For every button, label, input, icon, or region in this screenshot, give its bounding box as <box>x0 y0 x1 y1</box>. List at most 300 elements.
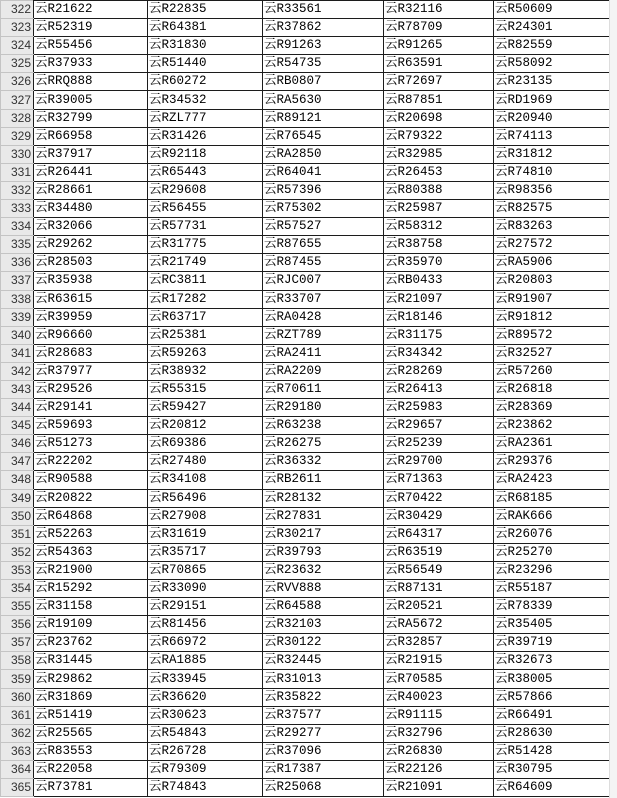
table-row <box>1 254 610 272</box>
cell[interactable]: 云R58092 <box>494 55 610 73</box>
cell[interactable]: 云R51428 <box>494 742 610 760</box>
cell[interactable]: 云R35405 <box>494 616 610 634</box>
row-number[interactable]: 323 <box>1 19 34 37</box>
row-number[interactable]: 324 <box>1 37 34 55</box>
cell[interactable]: 云R21915 <box>384 652 494 670</box>
cell[interactable]: 云R29608 <box>148 181 263 199</box>
cell[interactable]: 云R32799 <box>34 109 148 127</box>
cell[interactable]: 云R38005 <box>494 670 610 688</box>
spreadsheet-body <box>1 1 610 797</box>
row-number[interactable]: 339 <box>1 308 34 326</box>
cell[interactable]: 云R55315 <box>148 380 263 398</box>
cell[interactable]: 云R20521 <box>384 598 494 616</box>
cell[interactable]: 云R31426 <box>148 127 263 145</box>
cell[interactable]: 云RA2209 <box>263 362 384 380</box>
row-number[interactable]: 345 <box>1 417 34 435</box>
cell[interactable]: 云R50609 <box>494 1 610 19</box>
cell[interactable]: 云R52319 <box>34 19 148 37</box>
cell[interactable]: 云R65443 <box>148 163 263 181</box>
cell[interactable]: 云R32673 <box>494 652 610 670</box>
cell[interactable]: 云R54363 <box>34 543 148 561</box>
row-number[interactable]: 355 <box>1 598 34 616</box>
cell[interactable]: 云R35938 <box>34 272 148 290</box>
cell[interactable]: 云R91115 <box>384 706 494 724</box>
row-number[interactable]: 325 <box>1 55 34 73</box>
cell[interactable]: 云R32796 <box>384 724 494 742</box>
cell[interactable]: 云R31158 <box>34 598 148 616</box>
cell[interactable]: 云R34342 <box>384 344 494 362</box>
cell[interactable]: 云R40023 <box>384 688 494 706</box>
cell[interactable]: 云R31812 <box>494 145 610 163</box>
cell[interactable]: 云R28269 <box>384 362 494 380</box>
cell[interactable]: 云R90588 <box>34 471 148 489</box>
cell[interactable]: 云R74843 <box>148 779 263 797</box>
cell[interactable]: 云R57527 <box>263 218 384 236</box>
cell[interactable]: 云R31830 <box>148 37 263 55</box>
cell[interactable]: 云R63615 <box>34 290 148 308</box>
cell[interactable]: 云R34532 <box>148 91 263 109</box>
cell[interactable]: 云RB0433 <box>384 272 494 290</box>
table-row <box>1 525 610 543</box>
cell[interactable]: 云R35970 <box>384 254 494 272</box>
cell[interactable]: 云R23296 <box>494 561 610 579</box>
row-number[interactable]: 349 <box>1 489 34 507</box>
cell[interactable]: 云R32116 <box>384 1 494 19</box>
cell[interactable]: 云R89121 <box>263 109 384 127</box>
row-number[interactable]: 362 <box>1 724 34 742</box>
row-number[interactable]: 322 <box>1 1 34 19</box>
table-row <box>1 760 610 778</box>
cell[interactable]: 云R33561 <box>263 1 384 19</box>
cell[interactable]: 云R26818 <box>494 380 610 398</box>
row-number[interactable]: 357 <box>1 634 34 652</box>
table-row <box>1 706 610 724</box>
cell[interactable]: 云R87131 <box>384 580 494 598</box>
cell[interactable]: 云R29526 <box>34 380 148 398</box>
cell[interactable]: 云R30217 <box>263 525 384 543</box>
cell[interactable]: 云R89572 <box>494 326 610 344</box>
cell[interactable]: 云R30429 <box>384 507 494 525</box>
row-number[interactable]: 332 <box>1 181 34 199</box>
cell[interactable]: 云R59263 <box>148 344 263 362</box>
row-number[interactable]: 342 <box>1 362 34 380</box>
cell[interactable]: 云R27572 <box>494 236 610 254</box>
table-row <box>1 308 610 326</box>
row-number[interactable]: 347 <box>1 453 34 471</box>
row-number[interactable]: 359 <box>1 670 34 688</box>
cell[interactable]: 云R26275 <box>263 435 384 453</box>
cell[interactable]: 云R38932 <box>148 362 263 380</box>
row-number[interactable]: 340 <box>1 326 34 344</box>
cell[interactable]: 云RAK666 <box>494 507 610 525</box>
cell[interactable]: 云R91265 <box>384 37 494 55</box>
cell[interactable]: 云R23862 <box>494 417 610 435</box>
cell[interactable]: 云R34108 <box>148 471 263 489</box>
table-row <box>1 272 610 290</box>
cell[interactable]: 云RB0807 <box>263 73 384 91</box>
cell[interactable]: 云RA5672 <box>384 616 494 634</box>
cell[interactable]: 云R87455 <box>263 254 384 272</box>
cell[interactable]: 云R81456 <box>148 616 263 634</box>
cell[interactable]: 云R21749 <box>148 254 263 272</box>
cell[interactable]: 云R39959 <box>34 308 148 326</box>
cell[interactable]: 云R25068 <box>263 779 384 797</box>
cell[interactable]: 云R92118 <box>148 145 263 163</box>
cell[interactable]: 云R28503 <box>34 254 148 272</box>
cell[interactable]: 云R54735 <box>263 55 384 73</box>
cell[interactable]: 云R37917 <box>34 145 148 163</box>
cell[interactable]: 云R36332 <box>263 453 384 471</box>
cell[interactable]: 云R21622 <box>34 1 148 19</box>
cell[interactable]: 云R91812 <box>494 308 610 326</box>
cell[interactable]: 云R78709 <box>384 19 494 37</box>
cell[interactable]: 云R87655 <box>263 236 384 254</box>
cell[interactable]: 云R55187 <box>494 580 610 598</box>
cell[interactable]: 云R76545 <box>263 127 384 145</box>
cell[interactable]: 云R29862 <box>34 670 148 688</box>
cell[interactable]: 云R21091 <box>384 779 494 797</box>
row-number[interactable]: 336 <box>1 254 34 272</box>
row-number[interactable]: 327 <box>1 91 34 109</box>
cell[interactable]: 云R25239 <box>384 435 494 453</box>
cell[interactable]: 云R25270 <box>494 543 610 561</box>
table-row <box>1 127 610 145</box>
cell[interactable]: 云R21900 <box>34 561 148 579</box>
cell[interactable]: 云R26728 <box>148 742 263 760</box>
cell[interactable]: 云R79309 <box>148 760 263 778</box>
row-number[interactable]: 338 <box>1 290 34 308</box>
cell[interactable]: 云R83263 <box>494 218 610 236</box>
row-number[interactable]: 335 <box>1 236 34 254</box>
table-row <box>1 73 610 91</box>
cell[interactable]: 云R64381 <box>148 19 263 37</box>
cell[interactable]: 云R29657 <box>384 417 494 435</box>
cell[interactable]: 云R30795 <box>494 760 610 778</box>
cell[interactable]: 云R22835 <box>148 1 263 19</box>
row-number[interactable]: 337 <box>1 272 34 290</box>
cell[interactable]: 云RB2611 <box>263 471 384 489</box>
cell[interactable]: 云R36620 <box>148 688 263 706</box>
cell[interactable]: 云R24301 <box>494 19 610 37</box>
cell[interactable]: 云R32103 <box>263 616 384 634</box>
cell[interactable]: 云R29151 <box>148 598 263 616</box>
cell[interactable]: 云R31445 <box>34 652 148 670</box>
cell[interactable]: 云R37862 <box>263 19 384 37</box>
cell[interactable]: 云R30122 <box>263 634 384 652</box>
cell[interactable]: 云R23762 <box>34 634 148 652</box>
cell[interactable]: 云R29141 <box>34 399 148 417</box>
cell[interactable]: 云R28132 <box>263 489 384 507</box>
cell[interactable]: 云R74810 <box>494 163 610 181</box>
vertical-scrollbar[interactable] <box>609 0 617 798</box>
row-number[interactable]: 363 <box>1 742 34 760</box>
cell[interactable]: 云R82559 <box>494 37 610 55</box>
cell[interactable]: 云R27831 <box>263 507 384 525</box>
cell[interactable]: 云R32857 <box>384 634 494 652</box>
cell[interactable]: 云R26413 <box>384 380 494 398</box>
cell[interactable]: 云R22202 <box>34 453 148 471</box>
cell[interactable]: 云R80388 <box>384 181 494 199</box>
table-row <box>1 1 610 19</box>
cell[interactable]: 云R26441 <box>34 163 148 181</box>
row-number[interactable]: 331 <box>1 163 34 181</box>
row-number[interactable]: 364 <box>1 760 34 778</box>
cell[interactable]: 云R29700 <box>384 453 494 471</box>
row-number[interactable]: 334 <box>1 218 34 236</box>
cell[interactable]: 云R26830 <box>384 742 494 760</box>
row-number[interactable]: 344 <box>1 399 34 417</box>
cell[interactable]: 云RA5906 <box>494 254 610 272</box>
cell[interactable]: 云R26076 <box>494 525 610 543</box>
cell[interactable]: 云R59427 <box>148 399 263 417</box>
row-number[interactable]: 356 <box>1 616 34 634</box>
cell[interactable]: 云RZT789 <box>263 326 384 344</box>
cell[interactable]: 云R60272 <box>148 73 263 91</box>
row-number[interactable]: 328 <box>1 109 34 127</box>
table-row <box>1 417 610 435</box>
row-number[interactable]: 330 <box>1 145 34 163</box>
cell[interactable]: 云R63519 <box>384 543 494 561</box>
cell[interactable]: 云R91907 <box>494 290 610 308</box>
cell[interactable]: 云R57731 <box>148 218 263 236</box>
cell[interactable]: 云R63591 <box>384 55 494 73</box>
cell[interactable]: 云R18146 <box>384 308 494 326</box>
table-row <box>1 435 610 453</box>
table-row <box>1 181 610 199</box>
cell[interactable]: 云R56455 <box>148 200 263 218</box>
table-row <box>1 399 610 417</box>
cell[interactable]: 云R20803 <box>494 272 610 290</box>
cell[interactable]: 云R39793 <box>263 543 384 561</box>
row-number[interactable]: 333 <box>1 200 34 218</box>
cell[interactable]: 云R74113 <box>494 127 610 145</box>
table-row <box>1 471 610 489</box>
row-number[interactable]: 352 <box>1 543 34 561</box>
cell[interactable]: 云R66491 <box>494 706 610 724</box>
cell[interactable]: 云R25983 <box>384 399 494 417</box>
table-row <box>1 652 610 670</box>
cell[interactable]: 云R57866 <box>494 688 610 706</box>
table-row <box>1 489 610 507</box>
cell[interactable]: 云RA0428 <box>263 308 384 326</box>
cell[interactable]: 云R19109 <box>34 616 148 634</box>
row-number[interactable]: 343 <box>1 380 34 398</box>
row-number[interactable]: 341 <box>1 344 34 362</box>
cell[interactable]: 云R64041 <box>263 163 384 181</box>
cell[interactable]: 云R30623 <box>148 706 263 724</box>
cell[interactable]: 云R70865 <box>148 561 263 579</box>
table-row <box>1 580 610 598</box>
cell[interactable]: 云R51419 <box>34 706 148 724</box>
cell[interactable]: 云R37933 <box>34 55 148 73</box>
cell[interactable]: 云R37096 <box>263 742 384 760</box>
cell[interactable]: 云RA2361 <box>494 435 610 453</box>
table-row <box>1 326 610 344</box>
cell[interactable]: 云R39719 <box>494 634 610 652</box>
cell[interactable]: 云R37577 <box>263 706 384 724</box>
cell[interactable]: 云RA1885 <box>148 652 263 670</box>
cell[interactable]: 云R27908 <box>148 507 263 525</box>
cell[interactable]: 云R15292 <box>34 580 148 598</box>
cell[interactable]: 云R22058 <box>34 760 148 778</box>
cell[interactable]: 云R52263 <box>34 525 148 543</box>
cell[interactable]: 云R32066 <box>34 218 148 236</box>
cell[interactable]: 云R17282 <box>148 290 263 308</box>
cell[interactable]: 云R20822 <box>34 489 148 507</box>
row-number[interactable]: 354 <box>1 580 34 598</box>
cell[interactable]: 云R33090 <box>148 580 263 598</box>
cell[interactable]: 云R20698 <box>384 109 494 127</box>
cell[interactable]: 云R25565 <box>34 724 148 742</box>
cell[interactable]: 云R58312 <box>384 218 494 236</box>
cell[interactable]: 云R72697 <box>384 73 494 91</box>
table-row <box>1 109 610 127</box>
cell[interactable]: 云R21097 <box>384 290 494 308</box>
cell[interactable]: 云R32527 <box>494 344 610 362</box>
cell[interactable]: 云R73781 <box>34 779 148 797</box>
row-number[interactable]: 365 <box>1 779 34 797</box>
cell[interactable]: 云R64609 <box>494 779 610 797</box>
cell[interactable]: 云R38758 <box>384 236 494 254</box>
cell[interactable]: 云R54843 <box>148 724 263 742</box>
cell[interactable]: 云R35717 <box>148 543 263 561</box>
cell[interactable]: 云R29277 <box>263 724 384 742</box>
cell[interactable]: 云R33945 <box>148 670 263 688</box>
cell[interactable]: 云R22126 <box>384 760 494 778</box>
cell[interactable]: 云RZL777 <box>148 109 263 127</box>
cell[interactable]: 云RA2850 <box>263 145 384 163</box>
cell[interactable]: 云R23135 <box>494 73 610 91</box>
cell[interactable]: 云R25987 <box>384 200 494 218</box>
cell[interactable]: 云R64868 <box>34 507 148 525</box>
cell[interactable]: 云R35822 <box>263 688 384 706</box>
row-number[interactable]: 353 <box>1 561 34 579</box>
cell[interactable]: 云R75302 <box>263 200 384 218</box>
cell[interactable]: 云R25381 <box>148 326 263 344</box>
row-number[interactable]: 361 <box>1 706 34 724</box>
cell[interactable]: 云R64317 <box>384 525 494 543</box>
cell[interactable]: 云R31619 <box>148 525 263 543</box>
cell[interactable]: 云R70611 <box>263 380 384 398</box>
cell[interactable]: 云R31175 <box>384 326 494 344</box>
cell[interactable]: 云R28630 <box>494 724 610 742</box>
cell[interactable]: 云R59693 <box>34 417 148 435</box>
cell[interactable]: 云R51440 <box>148 55 263 73</box>
table-row <box>1 344 610 362</box>
row-number[interactable]: 351 <box>1 525 34 543</box>
cell[interactable]: 云R17387 <box>263 760 384 778</box>
cell[interactable]: 云R20812 <box>148 417 263 435</box>
table-row <box>1 670 610 688</box>
table-row <box>1 634 610 652</box>
cell[interactable]: 云R31775 <box>148 236 263 254</box>
cell[interactable]: 云R23632 <box>263 561 384 579</box>
cell[interactable]: 云R91263 <box>263 37 384 55</box>
table-row <box>1 724 610 742</box>
cell[interactable]: 云R37977 <box>34 362 148 380</box>
table-row <box>1 290 610 308</box>
cell[interactable]: 云RVV888 <box>263 580 384 598</box>
cell[interactable]: 云R20940 <box>494 109 610 127</box>
cell[interactable]: 云R98356 <box>494 181 610 199</box>
table-row <box>1 779 610 797</box>
cell[interactable]: 云RA2423 <box>494 471 610 489</box>
cell[interactable]: 云R71363 <box>384 471 494 489</box>
cell[interactable]: 云R55456 <box>34 37 148 55</box>
cell[interactable]: 云R70422 <box>384 489 494 507</box>
cell[interactable]: 云R28683 <box>34 344 148 362</box>
cell[interactable]: 云R69386 <box>148 435 263 453</box>
cell[interactable]: 云RC3811 <box>148 272 263 290</box>
cell[interactable]: 云R31869 <box>34 688 148 706</box>
row-number[interactable]: 346 <box>1 435 34 453</box>
cell[interactable]: 云R64588 <box>263 598 384 616</box>
cell[interactable]: 云R39005 <box>34 91 148 109</box>
table-row <box>1 55 610 73</box>
row-number[interactable]: 360 <box>1 688 34 706</box>
cell[interactable]: 云R70585 <box>384 670 494 688</box>
cell[interactable]: 云R33707 <box>263 290 384 308</box>
row-number[interactable]: 350 <box>1 507 34 525</box>
cell[interactable]: 云R29262 <box>34 236 148 254</box>
cell[interactable]: 云R78339 <box>494 598 610 616</box>
cell[interactable]: 云R32985 <box>384 145 494 163</box>
cell[interactable]: 云R87851 <box>384 91 494 109</box>
cell[interactable]: 云R56496 <box>148 489 263 507</box>
row-number[interactable]: 348 <box>1 471 34 489</box>
cell[interactable]: 云R29376 <box>494 453 610 471</box>
table-row <box>1 145 610 163</box>
cell[interactable]: 云RD1969 <box>494 91 610 109</box>
cell[interactable]: 云R83553 <box>34 742 148 760</box>
cell[interactable]: 云RRQ888 <box>34 73 148 91</box>
table-row <box>1 543 610 561</box>
row-number[interactable]: 358 <box>1 652 34 670</box>
cell[interactable]: 云R56549 <box>384 561 494 579</box>
cell[interactable]: 云R31013 <box>263 670 384 688</box>
row-number[interactable]: 329 <box>1 127 34 145</box>
cell[interactable]: 云RA5630 <box>263 91 384 109</box>
cell[interactable]: 云RJC007 <box>263 272 384 290</box>
cell[interactable]: 云R66958 <box>34 127 148 145</box>
cell[interactable]: 云R51273 <box>34 435 148 453</box>
cell[interactable]: 云R29180 <box>263 399 384 417</box>
cell[interactable]: 云R57260 <box>494 362 610 380</box>
cell[interactable]: 云R63238 <box>263 417 384 435</box>
cell[interactable]: 云R96660 <box>34 326 148 344</box>
cell[interactable]: 云R79322 <box>384 127 494 145</box>
cell[interactable]: 云R34480 <box>34 200 148 218</box>
cell[interactable]: 云R27480 <box>148 453 263 471</box>
table-row <box>1 598 610 616</box>
table-row <box>1 688 610 706</box>
cell[interactable]: 云R68185 <box>494 489 610 507</box>
table-row <box>1 507 610 525</box>
cell[interactable]: 云R32445 <box>263 652 384 670</box>
cell[interactable]: 云R57396 <box>263 181 384 199</box>
cell[interactable]: 云RA2411 <box>263 344 384 362</box>
table-row <box>1 236 610 254</box>
cell[interactable]: 云R66972 <box>148 634 263 652</box>
cell[interactable]: 云R28369 <box>494 399 610 417</box>
table-row <box>1 19 610 37</box>
row-number[interactable]: 326 <box>1 73 34 91</box>
cell[interactable]: 云R82575 <box>494 200 610 218</box>
cell[interactable]: 云R28661 <box>34 181 148 199</box>
table-row <box>1 163 610 181</box>
cell[interactable]: 云R63717 <box>148 308 263 326</box>
cell[interactable]: 云R26453 <box>384 163 494 181</box>
